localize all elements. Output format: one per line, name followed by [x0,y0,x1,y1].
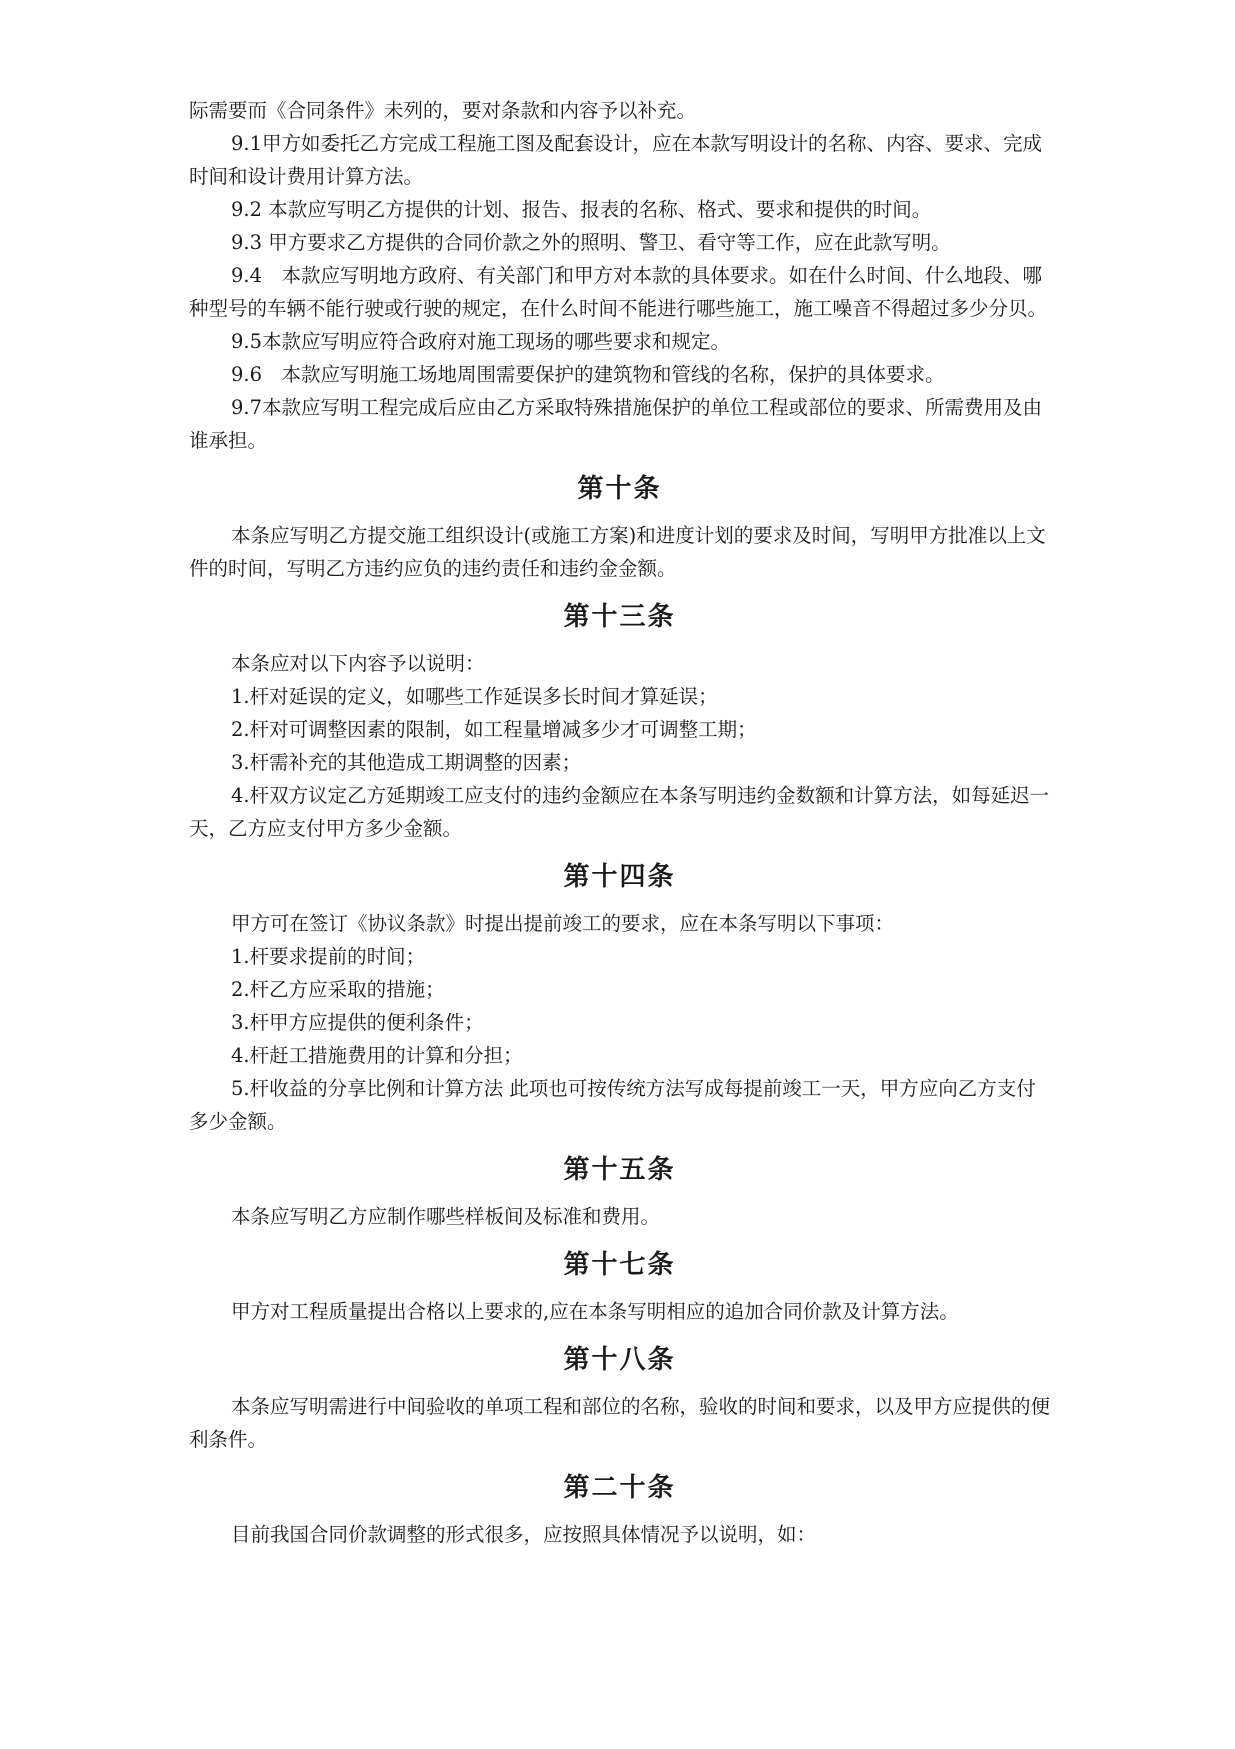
section-20-paragraph: 目前我国合同价款调整的形式很多，应按照具体情况予以说明，如： [231,1523,817,1546]
section-13-item-3: 3.杆需补充的其他造成工期调整的因素； [231,751,582,774]
section-14-item-1: 1.杆要求提前的时间； [231,945,426,968]
section-13-item-4: 4.杆双方议定乙方延期竣工应支付的违约金额应在本条写明违约金数额和计算方法，如每延迟一天，乙方应支付甲方多少金额。 [189,784,1050,840]
section-10-paragraph: 本条应写明乙方提交施工组织设计(或施工方案)和进度计划的要求及时间，写明甲方批准以上文件的时间，写明乙方违约应负的违约责任和违约金金额。 [189,524,1046,580]
section-13-item-1: 1.杆对延误的定义，如哪些工作延误多长时间才算延误； [231,685,718,708]
section-title-13: 第十三条 [563,602,676,632]
section-13-intro: 本条应对以下内容予以说明： [231,652,485,675]
paragraph-9-5: 9.5本款应写明应符合政府对施工现场的哪些要求和规定。 [231,330,731,353]
section-15-paragraph: 本条应写明乙方应制作哪些样板间及标准和费用。 [231,1205,661,1228]
section-14-item-2: 2.杆乙方应采取的措施； [231,978,445,1001]
section-18-paragraph: 本条应写明需进行中间验收的单项工程和部位的名称，验收的时间和要求，以及甲方应提供的便利条件。 [189,1395,1051,1451]
section-13-item-2: 2.杆对可调整因素的限制，如工程量增减多少才可调整工期； [231,718,757,741]
paragraph-9-4: 9.4 本款应写明地方政府、有关部门和甲方对本款的具体要求。如在什么时间、什么地段、哪种型号的车辆不能行驶或行驶的规定，在什么时间不能进行哪些施工，施工噪音不得超过多少分贝。 [189,264,1048,320]
paragraph-9-6: 9.6 本款应写明施工场地周围需要保护的建筑物和管线的名称，保护的具体要求。 [231,363,945,386]
paragraph-9-2: 9.2 本款应写明乙方提供的计划、报告、报表的名称、格式、要求和提供的时间。 [231,198,932,221]
section-17-paragraph: 甲方对工程质量提出合格以上要求的,应在本条写明相应的追加合同价款及计算方法。 [231,1300,959,1323]
section-title-15: 第十五条 [563,1155,676,1185]
section-title-17: 第十七条 [563,1250,676,1280]
paragraph-9-3: 9.3 甲方要求乙方提供的合同价款之外的照明、警卫、看守等工作，应在此款写明。 [231,231,951,254]
section-14-item-5: 5.杆收益的分享比例和计算方法 此项也可按传统方法写成每提前竣工一天，甲方应向乙方支付多少金额。 [189,1077,1036,1133]
section-title-14: 第十四条 [563,862,676,892]
section-title-10: 第十条 [577,474,662,504]
section-14-item-3: 3.杆甲方应提供的便利条件； [231,1011,484,1034]
section-14-intro: 甲方可在签订《协议条款》时提出提前竣工的要求，应在本条写明以下事项： [231,912,895,935]
paragraph-9-7: 9.7本款应写明工程完成后应由乙方采取特殊措施保护的单位工程或部位的要求、所需费用及由谁承担。 [189,396,1043,452]
section-title-18: 第十八条 [563,1345,676,1375]
paragraph-9-1: 9.1甲方如委托乙方完成工程施工图及配套设计，应在本款写明设计的名称、内容、要求、完成时间和设计费用计算方法。 [189,132,1043,188]
section-title-20: 第二十条 [563,1473,676,1503]
section-14-item-4: 4.杆赶工措施费用的计算和分担； [231,1044,523,1067]
paragraph-continuation: 际需要而《合同条件》未列的，要对条款和内容予以补充。 [189,99,697,122]
